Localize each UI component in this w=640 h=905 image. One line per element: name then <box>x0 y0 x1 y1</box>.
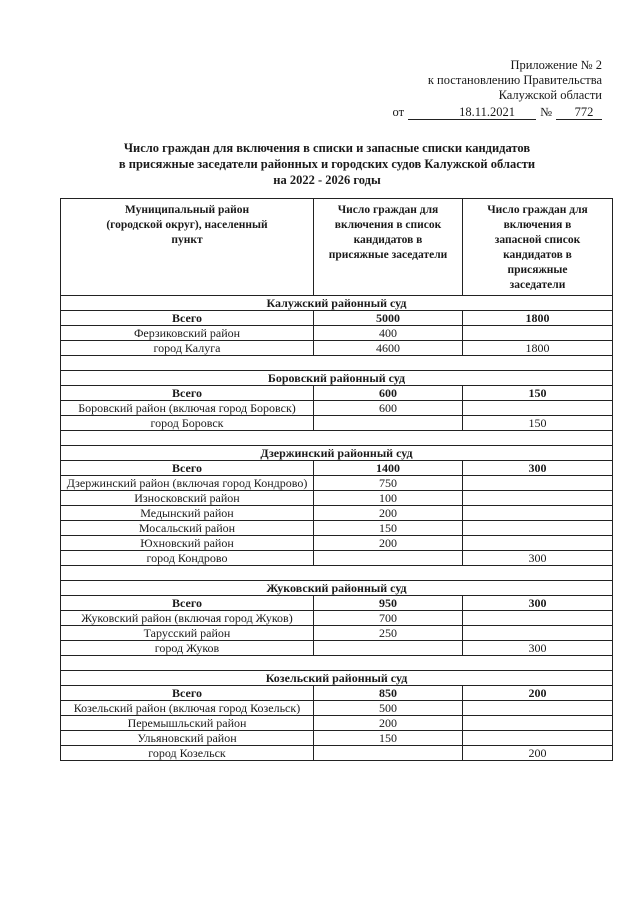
table-row <box>61 521 613 536</box>
row-name: Медынский район <box>61 506 314 521</box>
row-reserve <box>463 326 613 341</box>
row-reserve <box>463 536 613 551</box>
appendix-dateline <box>393 105 603 120</box>
total-label: Всего <box>61 311 314 326</box>
appendix-title: Приложение № 2 <box>510 58 602 72</box>
row-main: 150 <box>314 521 463 536</box>
row-main: 4600 <box>314 341 463 356</box>
table-row <box>61 731 613 746</box>
row-name: Перемышльский район <box>61 716 314 731</box>
total-main: 850 <box>314 686 463 701</box>
row-reserve <box>463 701 613 716</box>
total-main: 950 <box>314 596 463 611</box>
spacer-cell <box>61 566 613 581</box>
row-reserve <box>463 521 613 536</box>
table-row <box>61 401 613 416</box>
table-row <box>61 341 613 356</box>
spacer-row <box>61 431 613 446</box>
court-total-row <box>61 386 613 401</box>
court-name: Жуковский районный суд <box>61 581 613 596</box>
court-header-row <box>61 371 613 386</box>
row-reserve: 1800 <box>463 341 613 356</box>
table-row <box>61 641 613 656</box>
spacer-cell <box>61 656 613 671</box>
court-header-row <box>61 671 613 686</box>
total-reserve: 200 <box>463 686 613 701</box>
row-reserve <box>463 476 613 491</box>
row-reserve: 300 <box>463 551 613 566</box>
appendix-block <box>393 58 603 120</box>
table-row <box>61 716 613 731</box>
total-main: 5000 <box>314 311 463 326</box>
row-name: город Жуков <box>61 641 314 656</box>
table-row <box>61 476 613 491</box>
court-header-row <box>61 581 613 596</box>
header-municipality: Муниципальный район (городской округ), населенный пункт <box>61 199 314 296</box>
title-line-3: на 2022 - 2026 годы <box>273 173 381 187</box>
row-name: Дзержинский район (включая город Кондрово) <box>61 476 314 491</box>
title-line-1: Число граждан для включения в списки и запасные списки кандидатов <box>123 141 531 155</box>
court-total-row <box>61 596 613 611</box>
court-name: Боровский районный суд <box>61 371 613 386</box>
row-name: город Боровск <box>61 416 314 431</box>
row-reserve: 150 <box>463 416 613 431</box>
row-main: 500 <box>314 701 463 716</box>
table-header-row <box>61 199 613 296</box>
spacer-cell <box>61 356 613 371</box>
table-row <box>61 746 613 761</box>
row-name: Ульяновский район <box>61 731 314 746</box>
row-reserve <box>463 506 613 521</box>
court-total-row <box>61 461 613 476</box>
table-row <box>61 536 613 551</box>
row-main: 400 <box>314 326 463 341</box>
number-label: № <box>540 105 552 119</box>
row-name: Ферзиковский район <box>61 326 314 341</box>
row-main: 600 <box>314 401 463 416</box>
court-name: Калужский районный суд <box>61 296 613 311</box>
spacer-row <box>61 656 613 671</box>
spacer-cell <box>61 431 613 446</box>
row-name: Износковский район <box>61 491 314 506</box>
row-reserve <box>463 491 613 506</box>
row-reserve <box>463 716 613 731</box>
total-main: 600 <box>314 386 463 401</box>
table-row <box>61 611 613 626</box>
row-reserve <box>463 626 613 641</box>
row-name: Тарусский район <box>61 626 314 641</box>
row-main: 150 <box>314 731 463 746</box>
title-line-2: в присяжные заседатели районных и городских судов Калужской области <box>118 157 536 171</box>
court-header-row <box>61 446 613 461</box>
jurors-table <box>60 198 613 761</box>
total-reserve: 150 <box>463 386 613 401</box>
row-name: Мосальский район <box>61 521 314 536</box>
row-name: город Козельск <box>61 746 314 761</box>
row-main <box>314 746 463 761</box>
row-reserve <box>463 401 613 416</box>
header-main-list: Число граждан для включения в список кандидатов в присяжные заседатели <box>314 199 463 296</box>
row-main: 200 <box>314 716 463 731</box>
total-label: Всего <box>61 686 314 701</box>
row-main: 200 <box>314 536 463 551</box>
court-header-row <box>61 296 613 311</box>
appendix-decree: к постановлению Правительства <box>427 73 602 87</box>
table-row <box>61 701 613 716</box>
row-main <box>314 641 463 656</box>
row-main: 750 <box>314 476 463 491</box>
table-row <box>61 506 613 521</box>
decree-number: 772 <box>556 105 602 120</box>
total-label: Всего <box>61 386 314 401</box>
total-reserve: 300 <box>463 596 613 611</box>
row-main <box>314 416 463 431</box>
court-total-row <box>61 686 613 701</box>
total-reserve: 1800 <box>463 311 613 326</box>
spacer-row <box>61 356 613 371</box>
row-name: город Калуга <box>61 341 314 356</box>
row-name: Козельский район (включая город Козельск) <box>61 701 314 716</box>
row-main <box>314 551 463 566</box>
court-total-row <box>61 311 613 326</box>
row-reserve <box>463 731 613 746</box>
total-label: Всего <box>61 461 314 476</box>
court-name: Козельский районный суд <box>61 671 613 686</box>
court-name: Дзержинский районный суд <box>61 446 613 461</box>
table-row <box>61 626 613 641</box>
row-name: город Кондрово <box>61 551 314 566</box>
row-main: 100 <box>314 491 463 506</box>
total-label: Всего <box>61 596 314 611</box>
row-name: Жуковский район (включая город Жуков) <box>61 611 314 626</box>
document-title <box>60 140 594 188</box>
row-main: 200 <box>314 506 463 521</box>
table-row <box>61 551 613 566</box>
row-name: Боровский район (включая город Боровск) <box>61 401 314 416</box>
row-main: 700 <box>314 611 463 626</box>
total-reserve: 300 <box>463 461 613 476</box>
from-label: от <box>392 105 405 119</box>
table-body <box>61 296 613 761</box>
header-reserve-list: Число граждан для включения в запасной список кандидатов в присяжные заседатели <box>463 199 613 296</box>
decree-date: 18.11.2021 <box>408 105 536 120</box>
row-reserve <box>463 611 613 626</box>
row-name: Юхновский район <box>61 536 314 551</box>
table-row <box>61 416 613 431</box>
table-row <box>61 326 613 341</box>
appendix-authority: Калужской области <box>498 88 602 102</box>
spacer-row <box>61 566 613 581</box>
row-reserve: 200 <box>463 746 613 761</box>
row-reserve: 300 <box>463 641 613 656</box>
row-main: 250 <box>314 626 463 641</box>
total-main: 1400 <box>314 461 463 476</box>
table-row <box>61 491 613 506</box>
